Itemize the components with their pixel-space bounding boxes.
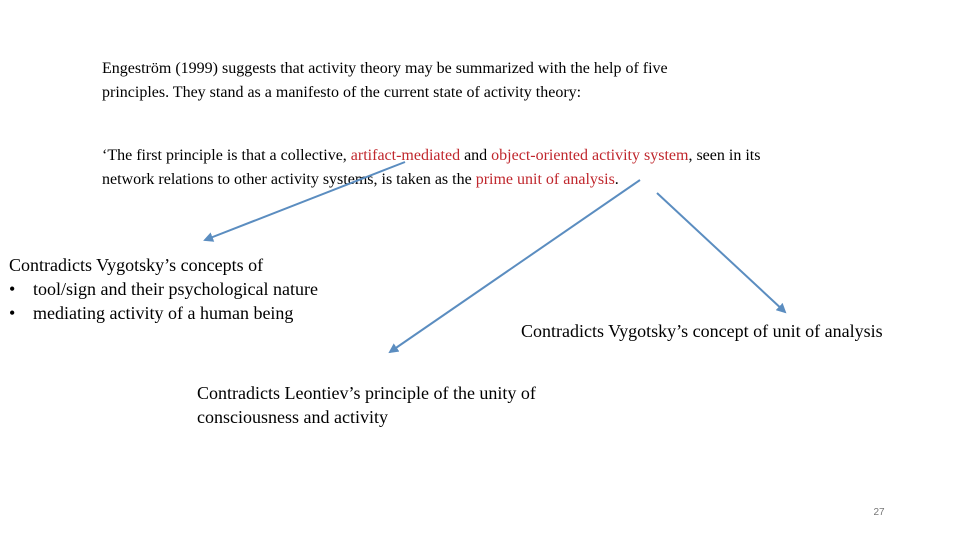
highlight-artifact-mediated: artifact-mediated [350, 147, 461, 164]
principle-text-4: . [614, 171, 619, 188]
list-item-text: tool/sign and their psychological nature [33, 279, 318, 299]
principle-text-3: , seen in its network relations to other activity systems, is taken as the [102, 147, 761, 188]
list-item-text: mediating activity of a human being [33, 303, 294, 323]
leontiev-line-1: Contradicts Leontiev’s principle of the unity of [197, 383, 536, 403]
arrow-to-leontiev [390, 180, 640, 352]
highlight-activity-system: object-oriented activity system [491, 147, 689, 164]
highlight-unit-of-analysis: prime unit of analysis [475, 171, 615, 188]
bullet-icon: • [9, 279, 16, 299]
principle-text-2: and [460, 147, 492, 164]
bullet-icon: • [9, 303, 16, 323]
unit-of-analysis-block: Contradicts Vygotsky’s concept of unit of analysis [521, 321, 883, 341]
page-number: 27 [873, 507, 885, 518]
arrow-to-unit-of-analysis [657, 193, 785, 312]
vygotsky-concepts-heading: Contradicts Vygotsky’s concepts of [9, 255, 264, 275]
arrow-to-vygotsky-concepts [205, 162, 405, 240]
intro-line-1: Engeström (1999) suggests that activity theory may be summarized with the help of five [102, 60, 668, 77]
intro-line-2: principles. They stand as a manifesto of the current state of activity theory: [102, 84, 582, 101]
principle-text-1: ‘The first principle is that a collective, [102, 147, 351, 164]
leontiev-line-2: consciousness and activity [197, 407, 388, 427]
